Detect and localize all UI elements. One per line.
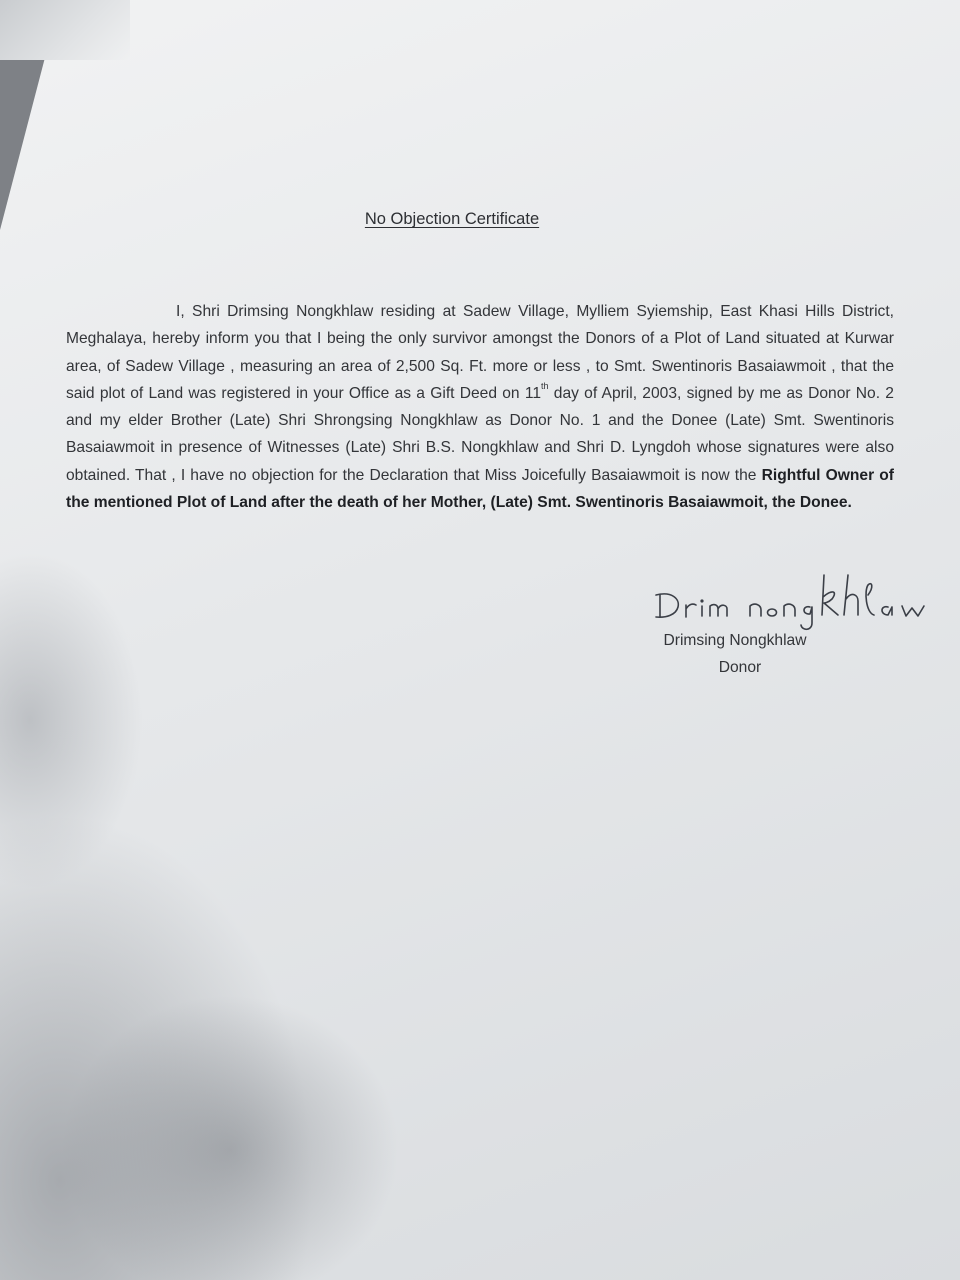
signatory-name: Drimsing Nongkhlaw <box>663 632 807 649</box>
document-title: No Objection Certificate <box>364 210 540 228</box>
handwritten-signature <box>652 565 960 635</box>
signatory-role: Donor <box>718 659 762 676</box>
certificate-body <box>66 298 894 516</box>
paragraph-text-part2: day of April, 2003, signed by me as Donor No. 2 and my elder Brother (Late) Shri Shrongsing Nongkhlaw as Donor No. 1 and the Donee (Late) Smt. Swentinoris Basaiawmoit in presence of Witnesses (Late) Shri B.S. Nongkhlaw and Shri D. Lyngdoh whose signatures were also obtained. That , I have no objection for the Declaration that Miss Joicefully Basaiawmoit is now the <box>66 384 894 484</box>
page-fold-highlight <box>0 0 130 60</box>
ordinal-suffix: th <box>541 380 549 391</box>
certificate-paragraph <box>66 298 894 516</box>
paragraph-emphasis: Rightful Owner of the mentioned Plot of Land after the death of her Mother, (Late) Smt. Swentinoris Basaiawmoit, the Donee. <box>66 466 895 512</box>
paragraph-text-part1: I, Shri Drimsing Nongkhlaw residing at Sadew Village, Mylliem Syiemship, East Khasi Hills District, Meghalaya, hereby inform you that I being the only survivor amongst the Donors of a Plot of Land situated at Kurwar area, of Sadew Village , measuring an area of 2,500 Sq. Ft. more or less , to Smt. Swentinoris Basaiawmoit , that the said plot of Land was registered in your Office as a Gift Deed on 11 <box>66 303 894 402</box>
